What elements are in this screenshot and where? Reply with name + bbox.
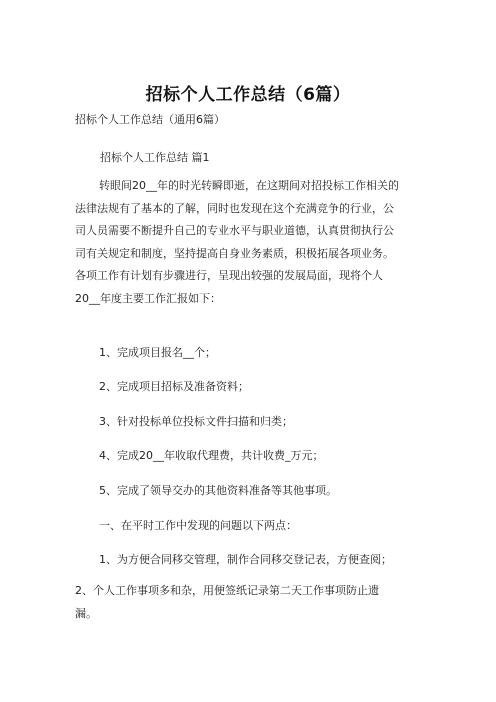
paragraph-line: 各项工作有计划有步骤进行，呈现出较强的发展局面，现将个人 [75,269,383,282]
intro-paragraph [75,175,423,310]
list-item: 3、针对投标单位投标文件扫描和归类； [99,415,293,428]
paragraph-line: 转眼间20__年的时光转瞬即逝，在这期间对招投标工作相关的 [99,179,399,192]
list-item: 1、完成项目报名__个； [99,346,216,359]
paragraph-line: 20__年度主要工作汇报如下： [75,291,221,305]
section-heading: 招标个人工作总结 篇1 [100,151,210,164]
paragraph-line: 漏。 [75,606,97,620]
list-item: 5、完成了领导交办的其他资料准备等其他事项。 [99,484,337,497]
paragraph-line: 司人员需要不断提升自己的专业水平与职业道德，认真贯彻执行公 [75,224,394,237]
list-item: 1、为方便合同移交管理，制作合同移交登记表，方便查阅； [99,553,392,566]
paragraph-line: 法律法规有了基本的了解，同时也发现在这个充满竞争的行业，公 [75,201,394,215]
document-subtitle: 招标个人工作总结（通用6篇） [75,113,225,126]
list-item: 一、在平时工作中发现的问题以下两点： [99,519,297,532]
paragraph-line: 司有关规定和制度，坚持提高自身业务素质，积极拓展各项业务。 [75,246,394,260]
paragraph-line: 2、个人工作事项多和杂，用便签纸记录第二天工作事项防止遗 [75,584,379,597]
list-item-multiline [75,580,423,625]
document-title: 招标个人工作总结（6篇） [145,85,351,105]
list-item: 2、完成项目招标及准备资料； [99,380,249,393]
list-item: 4、完成20__年收取代理费，共计收费_万元； [99,449,324,462]
